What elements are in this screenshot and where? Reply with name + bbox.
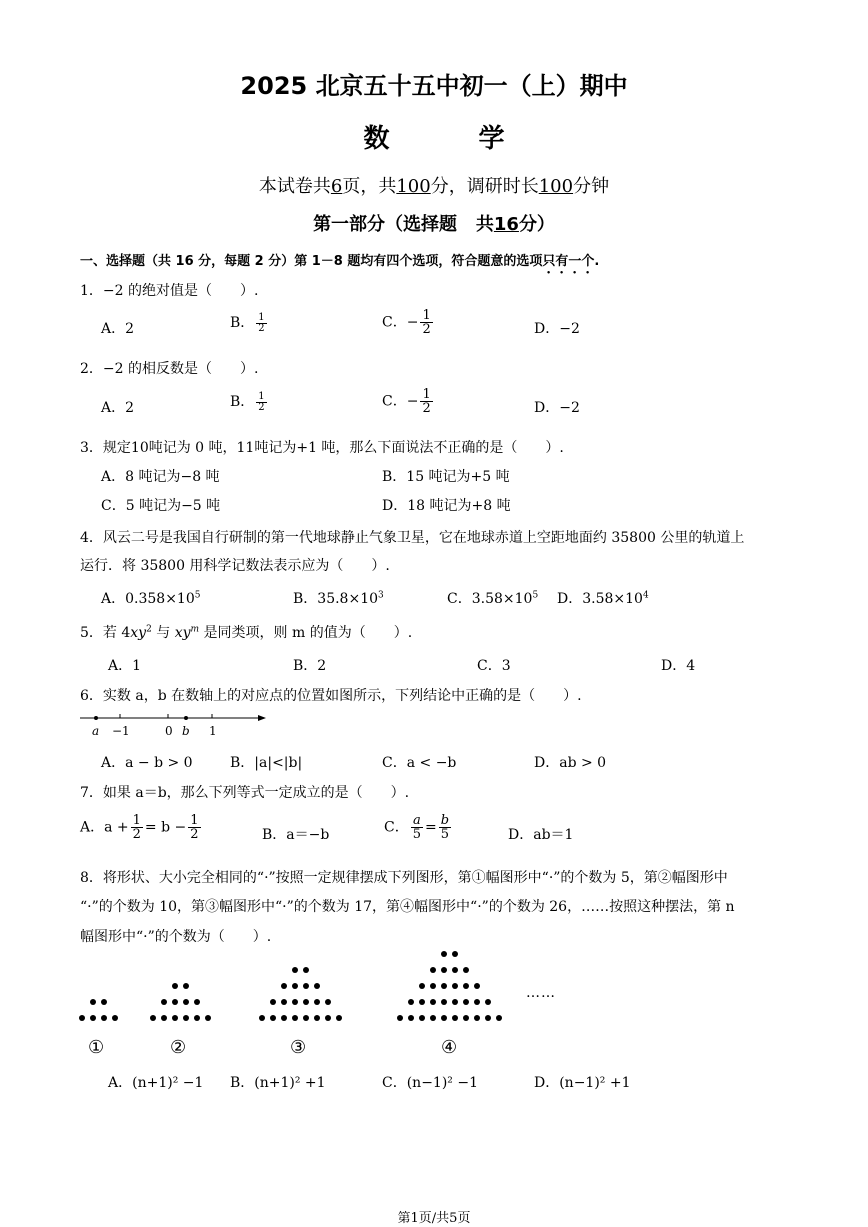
pattern-1-dot (90, 999, 96, 1005)
pattern-label-4: ④ (441, 1037, 458, 1058)
question-8-stem-line2: “·”的个数为 10，第③幅图形中“·”的个数为 17，第④幅图形中“·”的个数为 26，……按照这种摆法，第 n (80, 899, 735, 915)
question-1-stem: 1．−2 的绝对值是（ ）. (80, 283, 259, 299)
pattern-4-dot (463, 967, 469, 973)
axis-label-0: 0 (165, 724, 173, 738)
pattern-3-dot (314, 1015, 320, 1021)
pattern-2-dot (150, 1015, 156, 1021)
pattern-1-dot (90, 1015, 96, 1021)
question-6-option-a[interactable]: A．a − b > 0 (101, 755, 193, 771)
question-3-option-b[interactable]: B．15 吨记为+5 吨 (382, 469, 510, 485)
pattern-3-dot (270, 1015, 276, 1021)
pattern-3-dot (281, 983, 287, 989)
pattern-3-dot (270, 999, 276, 1005)
question-2-option-a[interactable]: A．2 (101, 400, 135, 416)
question-5-option-b[interactable]: B．2 (293, 658, 327, 674)
pattern-4-dot (452, 999, 458, 1005)
pattern-label-2: ② (170, 1037, 187, 1058)
pattern-2-dot (172, 983, 178, 989)
pattern-2-dot (183, 983, 189, 989)
pattern-4-dot (463, 999, 469, 1005)
exam-info: 本试卷共6页，共100分，调研时长100分钟 (258, 176, 610, 197)
question-8-option-c[interactable]: C．(n−1)² −1 (382, 1075, 478, 1091)
question-3-stem: 3．规定10吨记为 0 吨，11吨记为+1 吨，那么下面说法不正确的是（ ）. (80, 440, 564, 456)
subject-title: 数 学 (363, 124, 545, 154)
question-7-stem: 7．如果 a＝b，那么下列等式一定成立的是（ ）. (80, 785, 410, 801)
pattern-4-dot (452, 983, 458, 989)
question-5-option-a[interactable]: A．1 (108, 658, 142, 674)
pattern-3-dot (303, 967, 309, 973)
pattern-3-dot (314, 983, 320, 989)
pattern-4-dot (474, 1015, 480, 1021)
question-4-stem-line2: 运行．将 35800 用科学记数法表示应为（ ）. (80, 558, 390, 574)
pattern-4-dot (419, 999, 425, 1005)
pattern-label-3: ③ (290, 1037, 307, 1058)
pattern-2-dot (205, 1015, 211, 1021)
pattern-2-dot (194, 1015, 200, 1021)
question-4-option-c[interactable]: C．$3.58\times 10^5$ (447, 590, 539, 607)
pattern-3-dot (336, 1015, 342, 1021)
pattern-1-dot (112, 1015, 118, 1021)
question-3-option-d[interactable]: D．18 吨记为+8 吨 (382, 498, 511, 514)
pattern-4-dot (441, 983, 447, 989)
exam-title: 2025 北京五十五中初一（上）期中 (240, 72, 628, 100)
axis-label-a: a (92, 724, 100, 738)
pattern-4-dot (474, 983, 480, 989)
pattern-4-dot (452, 967, 458, 973)
pattern-4-dot (430, 967, 436, 973)
question-5-stem: 5．若 $4xy^2$ 与 $xy^m$ 是同类项，则 m 的值为（ ）. (80, 624, 413, 641)
pattern-3-dot (303, 999, 309, 1005)
pattern-4-dot (441, 967, 447, 973)
pattern-3-dot (292, 983, 298, 989)
pattern-4-dot (485, 999, 491, 1005)
question-8-option-d[interactable]: D．(n−1)² +1 (534, 1075, 631, 1091)
question-4-stem-line1: 4．风云二号是我国自行研制的第一代地球静止气象卫星，它在地球赤道上空距地面约 35800 公里的轨道上 (80, 530, 745, 546)
number-line-figure (78, 708, 268, 740)
pattern-4-dot (408, 999, 414, 1005)
point-b-marker (184, 716, 188, 720)
question-2-option-c[interactable]: C．− $\frac{1}{2}$ (382, 387, 431, 416)
pattern-3-dot (292, 999, 298, 1005)
question-6-option-b[interactable]: B．|a|<|b| (230, 755, 303, 771)
pattern-4-dot (452, 1015, 458, 1021)
pattern-3-dot (314, 999, 320, 1005)
pattern-2-dot (161, 999, 167, 1005)
pattern-3-dot (292, 1015, 298, 1021)
pattern-4-dot (397, 1015, 403, 1021)
pattern-4-dot (408, 1015, 414, 1021)
pattern-4-dot (419, 983, 425, 989)
question-8-option-b[interactable]: B．(n+1)² +1 (230, 1075, 326, 1091)
pattern-ellipsis: …… (526, 985, 556, 1001)
question-1-option-d[interactable]: D．−2 (534, 321, 580, 337)
pattern-2-dot (183, 999, 189, 1005)
pattern-2-dot (172, 999, 178, 1005)
pattern-4-dot (430, 1015, 436, 1021)
question-6-stem: 6．实数 a，b 在数轴上的对应点的位置如图所示，下列结论中正确的是（ ）. (80, 688, 582, 704)
pattern-3-dot (281, 1015, 287, 1021)
question-8-stem-line3: 幅图形中“·”的个数为（ ）. (80, 929, 272, 945)
question-4-option-a[interactable]: A．$0.358\times 10^5$ (101, 590, 201, 607)
pattern-4-dot (441, 999, 447, 1005)
question-8-stem-line1: 8．将形状、大小完全相同的“·”按照一定规律摆成下列图形，第①幅图形中“·”的个数为 5，第②幅图形中 (80, 870, 728, 886)
pattern-4-dot (441, 1015, 447, 1021)
pattern-3-dot (292, 967, 298, 973)
point-a-marker (94, 716, 98, 720)
section-heading: 一、选择题（共 16 分，每题 2 分）第 1－8 题均有四个选项，符合题意的选项只有一个. (80, 254, 600, 269)
question-1-option-a[interactable]: A．2 (101, 321, 135, 337)
pattern-1-dot (101, 1015, 107, 1021)
pattern-4-dot (463, 1015, 469, 1021)
page-footer: 第1页/共5页 (397, 1211, 471, 1226)
pattern-3-dot (325, 1015, 331, 1021)
arrow-icon (258, 715, 266, 721)
question-4-option-b[interactable]: B．$35.8\times 10^3$ (293, 590, 384, 607)
pattern-2-dot (172, 1015, 178, 1021)
question-2-stem: 2．−2 的相反数是（ ）. (80, 361, 259, 377)
question-5-option-c[interactable]: C．3 (477, 658, 511, 674)
question-1-option-b[interactable]: B． $\frac{1}{2}$ (230, 311, 265, 334)
axis-label-minus-1: −1 (112, 724, 130, 738)
question-3-option-a[interactable]: A．8 吨记为−8 吨 (101, 469, 220, 485)
pattern-3-dot (325, 999, 331, 1005)
pattern-3-dot (303, 983, 309, 989)
pattern-2-dot (194, 999, 200, 1005)
pattern-4-dot (452, 951, 458, 957)
pattern-label-1: ① (88, 1037, 105, 1058)
pattern-4-dot (474, 999, 480, 1005)
pattern-1-dot (79, 1015, 85, 1021)
question-2-option-b[interactable]: B． $\frac{1}{2}$ (230, 390, 265, 413)
question-4-option-d[interactable]: D．$3.58\times 10^4$ (557, 590, 649, 607)
pattern-1-dot (101, 999, 107, 1005)
pattern-3-dot (303, 1015, 309, 1021)
axis-label-b: b (182, 724, 190, 738)
part-heading: 第一部分（选择题 共16分） (313, 214, 555, 235)
question-3-option-c[interactable]: C．5 吨记为−5 吨 (101, 498, 221, 514)
pattern-4-dot (463, 983, 469, 989)
pattern-4-dot (485, 1015, 491, 1021)
axis-label-1: 1 (209, 724, 217, 738)
question-6-option-c[interactable]: C．a < −b (382, 755, 457, 771)
pattern-4-dot (430, 983, 436, 989)
question-7-option-b[interactable]: B．a＝−b (262, 827, 330, 843)
pattern-2-dot (161, 1015, 167, 1021)
pattern-3-dot (259, 1015, 265, 1021)
pattern-4-dot (496, 1015, 502, 1021)
question-7-option-a[interactable]: A．a + $\frac{1}{2}$ = b − $\frac{1}{2}$ (80, 813, 199, 842)
question-7-option-d[interactable]: D．ab＝1 (508, 827, 574, 843)
question-1-option-c[interactable]: C．− $\frac{1}{2}$ (382, 308, 431, 337)
question-5-option-d[interactable]: D．4 (661, 658, 696, 674)
question-7-option-c[interactable]: C． $\frac{a}{5}$ = $\frac{b}{5}$ (384, 813, 450, 842)
pattern-4-dot (419, 1015, 425, 1021)
pattern-2-dot (183, 1015, 189, 1021)
question-8-option-a[interactable]: A．(n+1)² −1 (108, 1075, 204, 1091)
question-6-option-d[interactable]: D．ab > 0 (534, 755, 607, 771)
pattern-3-dot (281, 999, 287, 1005)
pattern-4-dot (441, 951, 447, 957)
pattern-4-dot (430, 999, 436, 1005)
question-2-option-d[interactable]: D．−2 (534, 400, 580, 416)
